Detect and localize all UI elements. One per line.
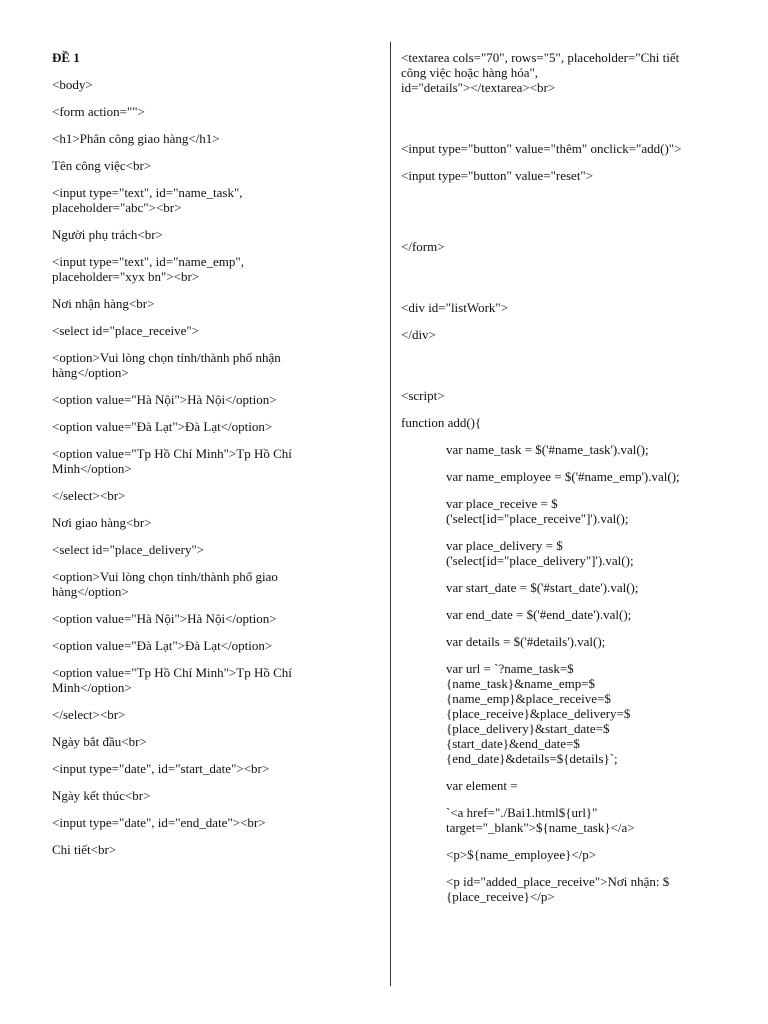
code-line: var name_employee = $('#name_emp').val(); <box>446 469 680 484</box>
code-line: <input type="button" value="thêm" onclick="add()"> <box>401 141 682 156</box>
left-column <box>52 50 342 869</box>
code-line: <input type="text", id="name_emp", placeholder="xyx bn"><br> <box>52 254 244 284</box>
code-line: <option value="Hà Nội">Hà Nội</option> <box>52 611 277 626</box>
code-line: var start_date = $('#start_date').val(); <box>446 580 639 595</box>
code-line: <option>Vui lòng chọn tỉnh/thành phố giao hàng</option> <box>52 569 278 599</box>
code-line: <option value="Đà Lạt">Đà Lạt</option> <box>52 638 273 653</box>
code-line: Chi tiết<br> <box>52 842 117 857</box>
code-line: <form action=""> <box>52 104 145 119</box>
code-line: var place_receive = $ ('select[id="place_receive"]').val(); <box>446 496 629 526</box>
code-line: <input type="button" value="reset"> <box>401 168 594 183</box>
code-line: var place_delivery = $ ('select[id="place_delivery"]').val(); <box>446 538 634 568</box>
code-line: var element = <box>446 778 518 793</box>
code-line: <input type="text", id="name_task", placeholder="abc"><br> <box>52 185 243 215</box>
code-line: <select id="place_delivery"> <box>52 542 205 557</box>
code-line: var details = $('#details').val(); <box>446 634 606 649</box>
code-line: </form> <box>401 239 445 254</box>
code-line: Nơi nhận hàng<br> <box>52 296 155 311</box>
spacer <box>401 354 731 388</box>
code-line: <textarea cols="70", rows="5", placeholder="Chi tiết công việc hoặc hàng hóa", id="details"></textarea><br> <box>401 50 680 95</box>
code-line: <input type="date", id="start_date"><br> <box>52 761 270 776</box>
code-line: </div> <box>401 327 436 342</box>
code-line: Ngày bắt đầu<br> <box>52 734 147 749</box>
code-line: <p>${name_employee}</p> <box>446 847 597 862</box>
column-divider <box>390 42 391 986</box>
code-line: <option value="Tp Hồ Chí Minh">Tp Hồ Chí Minh</option> <box>52 446 292 476</box>
code-line: <script> <box>401 388 445 403</box>
code-line: <body> <box>52 77 93 92</box>
code-line: var end_date = $('#end_date').val(); <box>446 607 632 622</box>
code-line: <h1>Phân công giao hàng</h1> <box>52 131 220 146</box>
code-line: <select id="place_receive"> <box>52 323 200 338</box>
spacer <box>401 195 731 239</box>
code-line: Người phụ trách<br> <box>52 227 163 242</box>
code-line: <option value="Hà Nội">Hà Nội</option> <box>52 392 277 407</box>
code-line: </select><br> <box>52 488 126 503</box>
code-line: <input type="date", id="end_date"><br> <box>52 815 266 830</box>
code-line: var name_task = $('#name_task').val(); <box>446 442 649 457</box>
code-line: <option>Vui lòng chọn tỉnh/thành phố nhận hàng</option> <box>52 350 281 380</box>
code-line: <option value="Tp Hồ Chí Minh">Tp Hồ Chí Minh</option> <box>52 665 292 695</box>
code-line: <div id="listWork"> <box>401 300 509 315</box>
right-column <box>401 50 731 916</box>
code-line: Ngày kết thúc<br> <box>52 788 151 803</box>
code-line: Nơi giao hàng<br> <box>52 515 152 530</box>
spacer <box>401 266 731 300</box>
code-line: <p id="added_place_receive">Nơi nhận: $ {place_receive}</p> <box>446 874 670 904</box>
code-line: function add(){ <box>401 415 482 430</box>
doc-title: ĐỀ 1 <box>52 50 80 65</box>
code-line: var url = `?name_task=$ {name_task}&name_emp=$ {name_emp}&place_receive=$ {place_receive}&place_delivery=$ {place_delivery}&start_date=$ {start_date}&end_date=$ {end_date}&details=${details}`; <box>446 661 631 766</box>
spacer <box>401 107 731 141</box>
code-line: Tên công việc<br> <box>52 158 152 173</box>
code-line: <option value="Đà Lạt">Đà Lạt</option> <box>52 419 273 434</box>
code-line: </select><br> <box>52 707 126 722</box>
code-line: `<a href="./Bai1.html${url}" target="_blank">${name_task}</a> <box>446 805 635 835</box>
